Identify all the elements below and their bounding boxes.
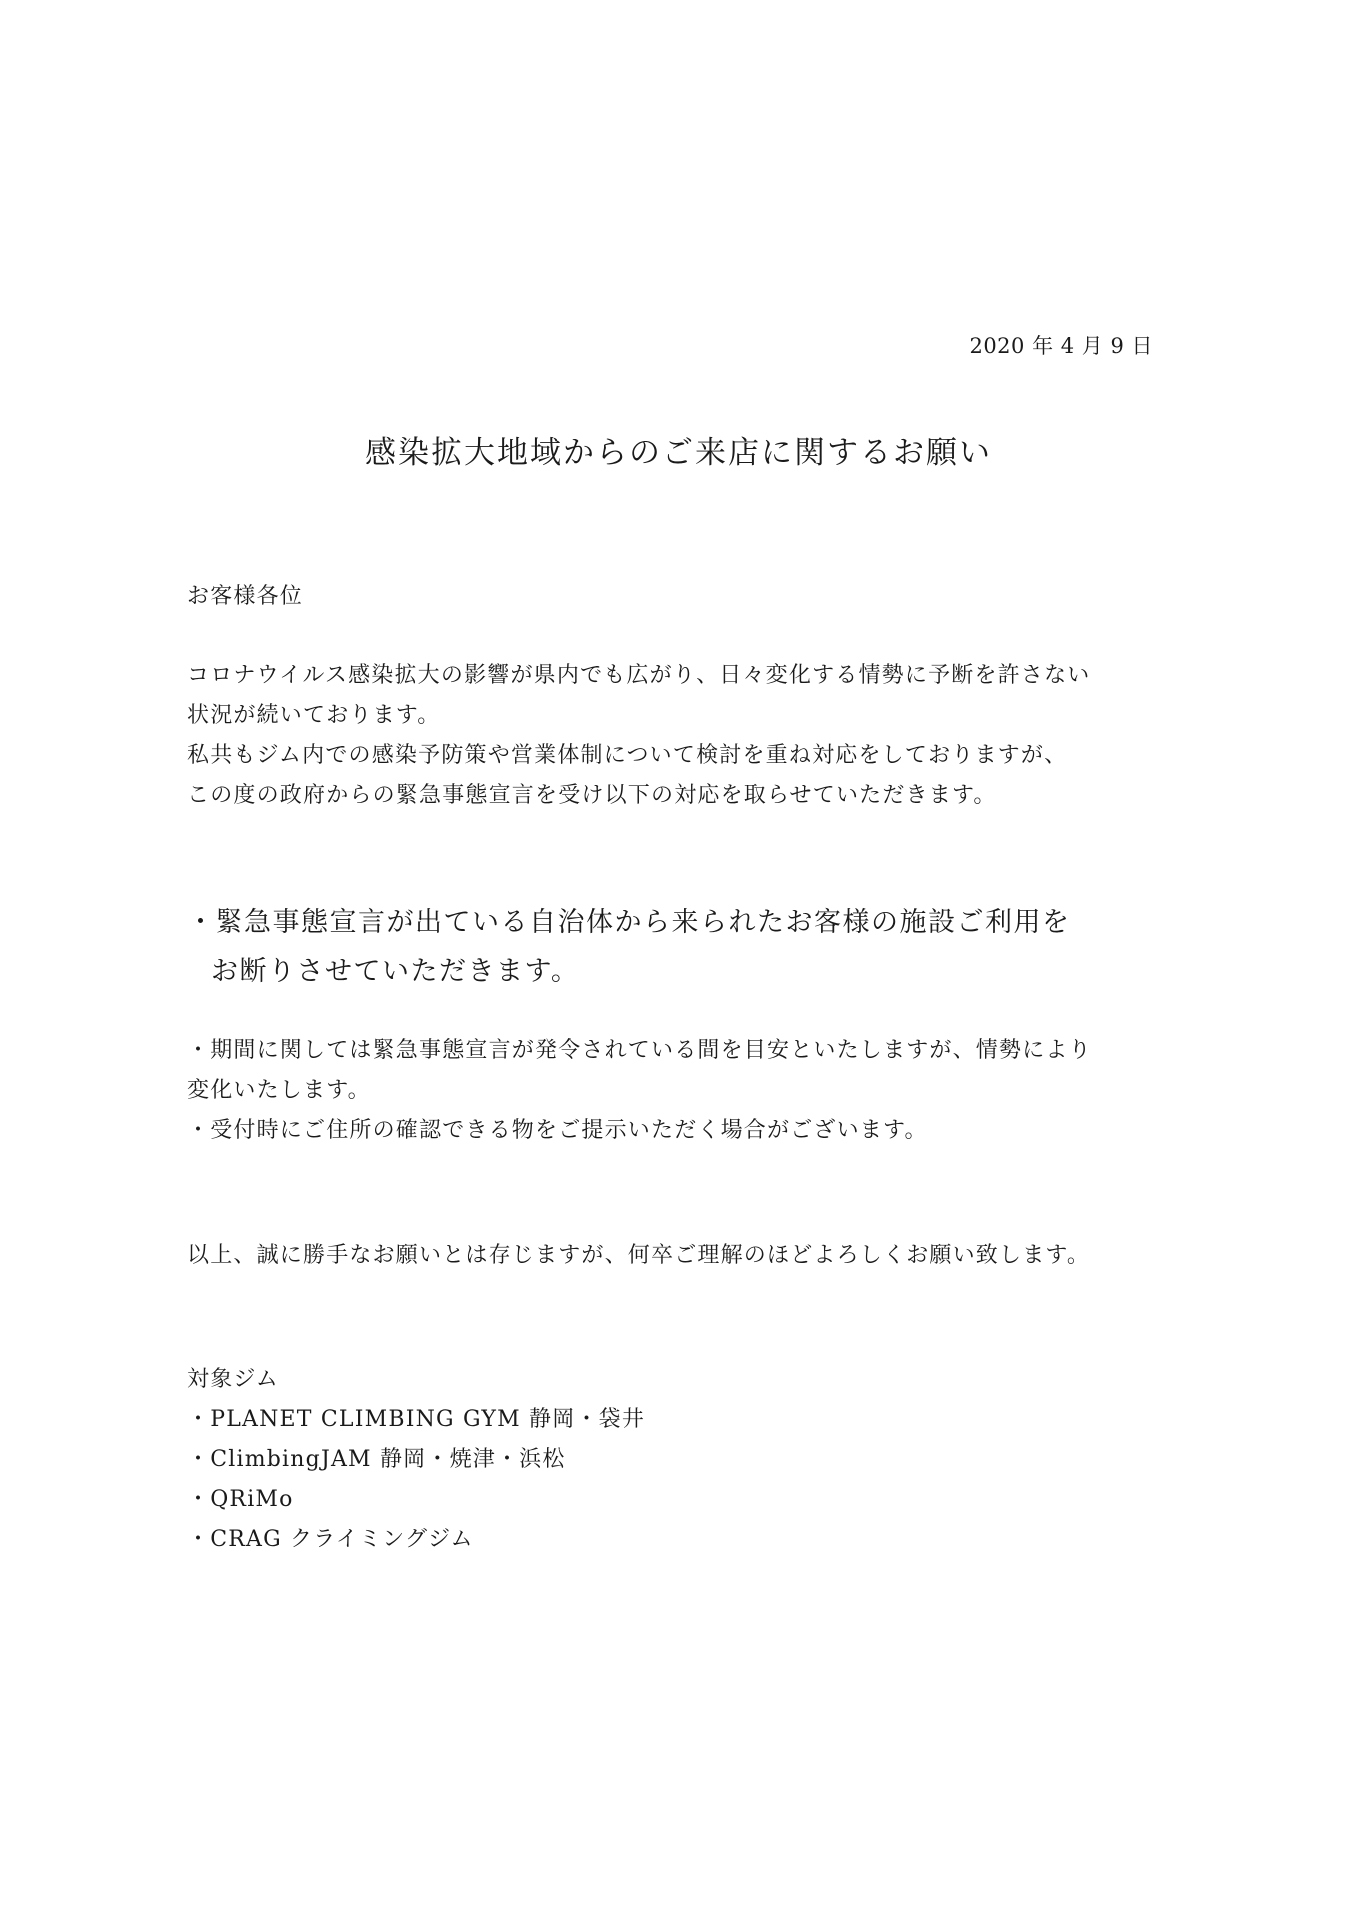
details-line: ・期間に関しては緊急事態宣言が発令されている間を目安といたしますが、情勢により <box>187 1038 1092 1063</box>
salutation <box>187 577 1187 617</box>
notice-details <box>187 1031 1187 1151</box>
intro-line: コロナウイルス感染拡大の影響が県内でも広がり、日々変化する情勢に予断を許さない <box>187 663 1091 688</box>
notice-line: お断りさせていただきます。 <box>211 956 580 987</box>
closing-text: 以上、誠に勝手なお願いとは存じますが、何卒ご理解のほどよろしくお願い致します。 <box>187 1243 1091 1268</box>
intro-paragraph <box>187 656 1187 816</box>
closing-paragraph <box>187 1236 1187 1276</box>
document-title: 感染拡大地域からのご来店に関するお願い <box>365 435 992 471</box>
intro-line: 私共もジム内での感染予防策や営業体制について検討を重ね対応をしておりますが、 <box>187 743 1068 768</box>
main-notice <box>187 898 1187 996</box>
document-date: 2020 年 4 月 9 日 <box>969 334 1153 358</box>
details-line: ・受付時にご住所の確認できる物をご提示いただく場合がございます。 <box>187 1118 928 1143</box>
details-line: 変化いたします。 <box>187 1078 371 1103</box>
gym-item: ・ClimbingJAM 静岡・焼津・浜松 <box>187 1447 566 1472</box>
notice-line: ・緊急事態宣言が出ている自治体から来られたお客様の施設ご利用を <box>187 907 1071 938</box>
target-gyms-list <box>187 1360 1187 1560</box>
intro-line: 状況が続いております。 <box>187 703 441 728</box>
intro-line: この度の政府からの緊急事態宣言を受け以下の対応を取らせていただきます。 <box>187 783 997 808</box>
gym-item: ・PLANET CLIMBING GYM 静岡・袋井 <box>187 1407 646 1432</box>
gyms-heading: 対象ジム <box>187 1367 279 1392</box>
salutation-text: お客様各位 <box>187 584 304 609</box>
gym-item: ・CRAG クライミングジム <box>187 1527 474 1552</box>
gym-item: ・QRiMo <box>187 1487 294 1512</box>
